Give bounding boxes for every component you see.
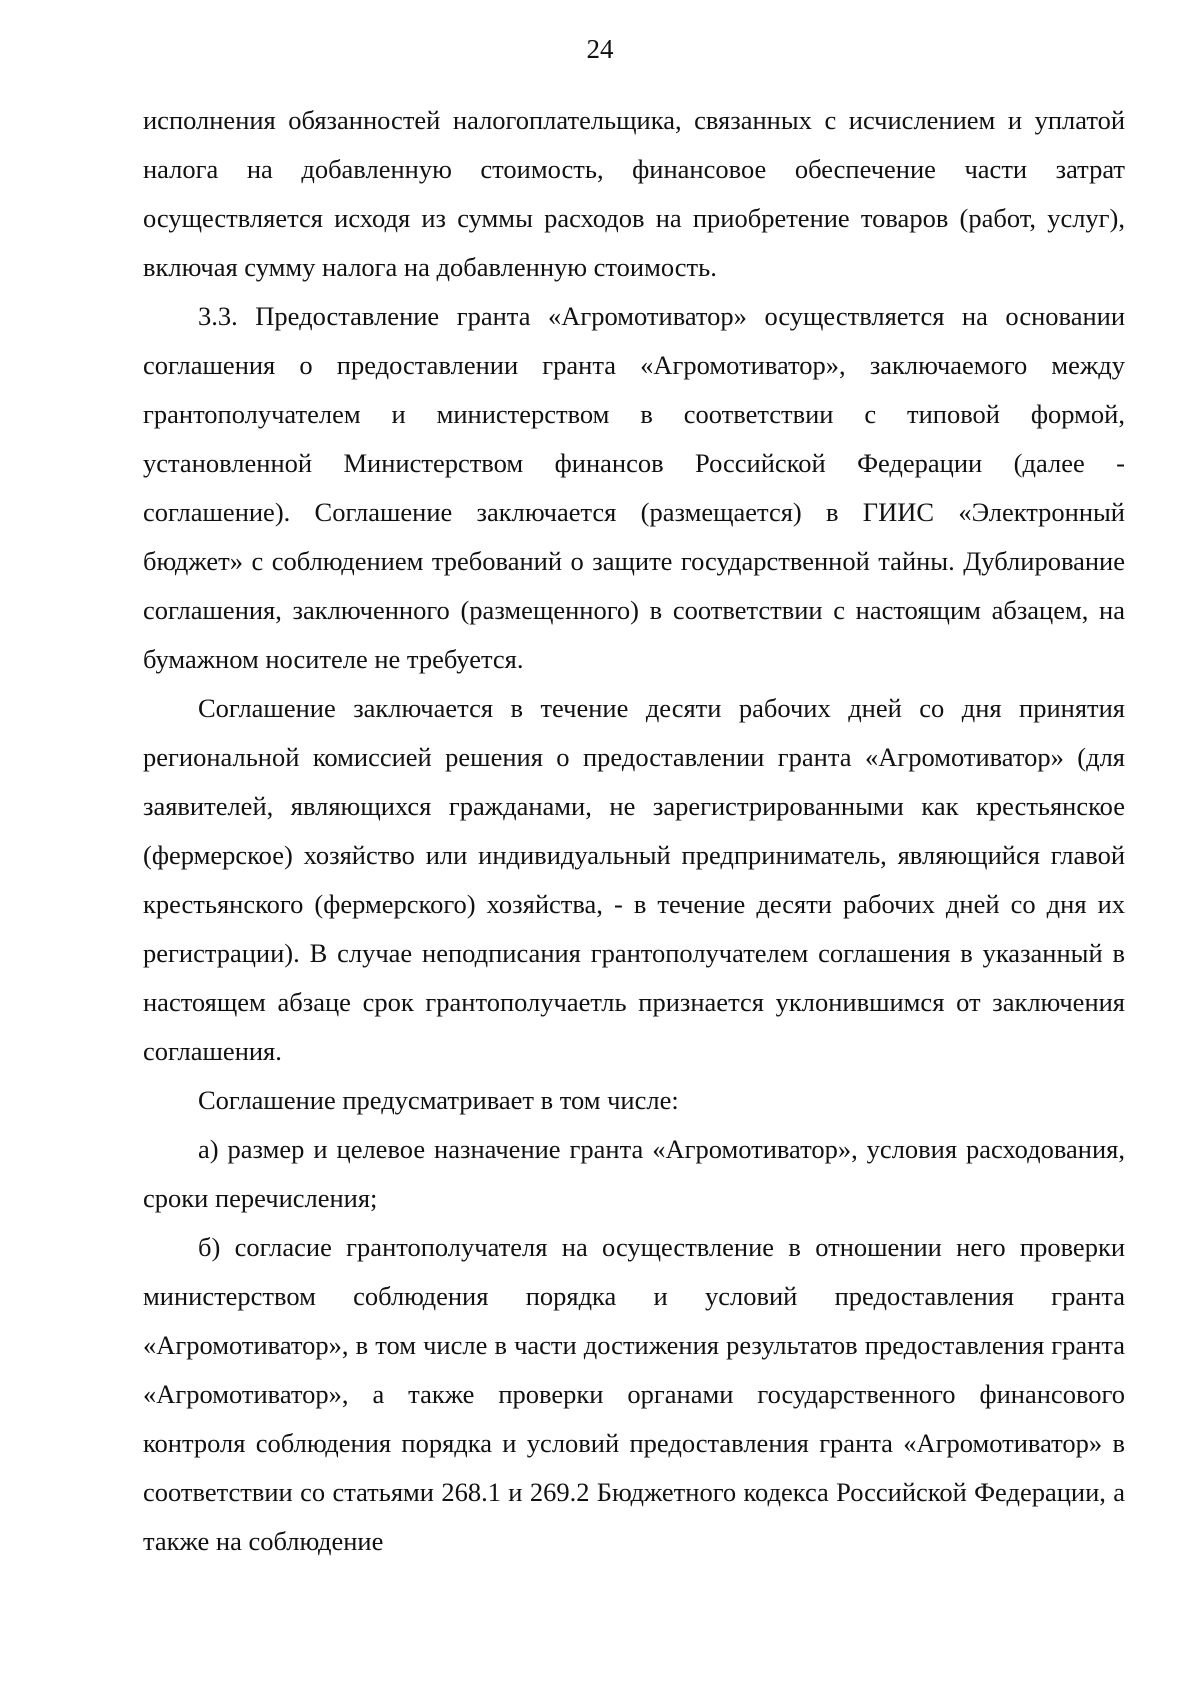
paragraph-continuation: исполнения обязанностей налогоплательщика, связанных с исчислением и уплатой налога на добавленную стоимость, финансовое обеспечение части затрат осуществляется исходя из суммы расходов на приобретение товаров (работ, услуг), включая сумму налога на добавленную стоимость. [143, 105, 1125, 282]
document-body [143, 96, 1125, 1566]
page-number: 24 [586, 34, 614, 64]
list-item-b: б) согласие грантополучателя на осуществление в отношении него проверки министерством соблюдения порядка и условий предоставления гранта «Агромотиватор», в том числе в части достижения результатов предоставления гранта «Агромотиватор», а также проверки органами государственного финансового контроля соблюдения порядка и условий предоставления гранта «Агромотиватор» в соответствии со статьями 268.1 и 269.2 Бюджетного кодекса Российской Федерации, а также на соблюдение [143, 1232, 1125, 1556]
paragraph-clause-3-3: 3.3. Предоставление гранта «Агромотиватор» осуществляется на основании соглашения о предоставлении гранта «Агромотиватор», заключаемого между грантополучателем и министерством в соответствии с типовой формой, установленной Министерством финансов Российской Федерации (далее - соглашение). Соглашение заключается (размещается) в ГИИС «Электронный бюджет» с соблюдением требований о защите государственной тайны. Дублирование соглашения, заключенного (размещенного) в соответствии с настоящим абзацем, на бумажном носителе не требуется. [143, 301, 1125, 674]
paragraph-agreement-provisions: Соглашение предусматривает в том числе: [198, 1085, 679, 1115]
paragraph-agreement-term: Соглашение заключается в течение десяти рабочих дней со дня принятия региональной комиссией решения о предоставлении гранта «Агромотиватор» (для заявителей, являющихся гражданами, не зарегистрированными как крестьянское (фермерское) хозяйство или индивидуальный предприниматель, являющийся главой крестьянского (фермерского) хозяйства, - в течение десяти рабочих дней со дня их регистрации). В случае неподписания грантополучателем соглашения в указанный в настоящем абзаце срок грантополучаетль признается уклонившимся от заключения соглашения. [143, 693, 1125, 1066]
list-item-a: а) размер и целевое назначение гранта «Агромотиватор», условия расходования, сроки перечисления; [143, 1134, 1125, 1213]
